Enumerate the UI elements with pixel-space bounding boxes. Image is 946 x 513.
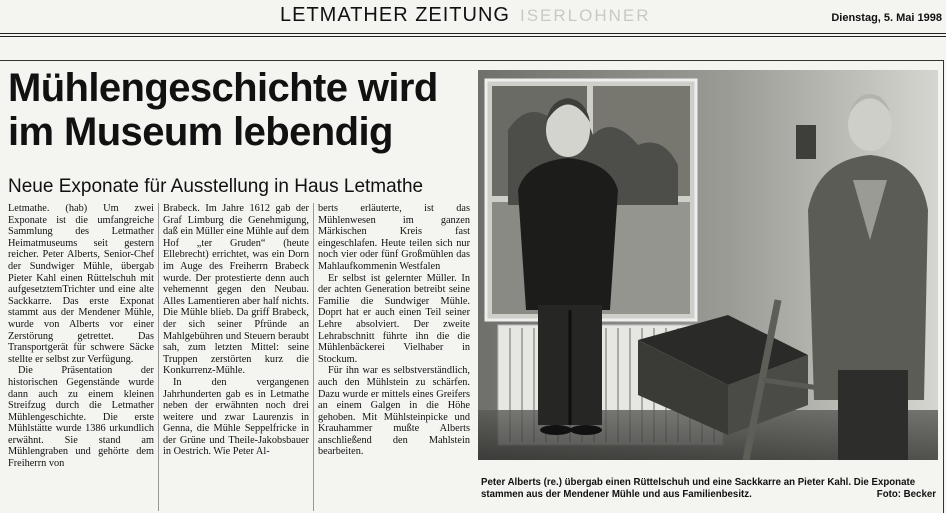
newspaper-name: LETMATHER ZEITUNG xyxy=(280,4,510,26)
paragraph: Die Präsentation der historischen Gegenstände wurde dann auch zu einem kleinen Streifzug durch die Letmather Mühlengeschichte. Die erste Mühlstätte wurde 1386 urkundlich erwähnt. Sie stand am Mühlengraben und gehörte dem Freiherrn von xyxy=(8,365,154,470)
issue-date: Dienstag, 5. Mai 1998 xyxy=(831,12,942,24)
paragraph: berts erläuterte, ist das Mühlenwesen im ganzen Märkischen Kreis fast eingeschlafen. Heute teilen sich nur noch vier oder fünf Großmühlen das Mahlaufkommenin Westfalen xyxy=(318,203,470,272)
masthead xyxy=(0,0,946,32)
caption-text: Peter Alberts (re.) übergab einen Rüttelschuh und eine Sackkarre an Pieter Kahl. Die Exponate stammen aus der Mendener Mühle und aus Familienbesitz. xyxy=(481,477,916,500)
paragraph: Brabeck. Im Jahre 1612 gab der Graf Limburg die Genehmigung, daß ein Müller eine Mühle auf dem Hof „ter Gruden“ (heute Ellebrecht) errichtet, was ein Dorn im Auge des Freiherrn Brabeck wurde. Der protestierte denn auch vehemennt gegen den Neubau. Alles Lamentieren aber half nichts. Die Mühle blieb. Da griff Brabeck, der sich seiner Pfründe an Mahlgebühren und Steuern beraubt sah, zum letzten Mittel: seine Truppen zerstörten kurz die Konkurrenz-Mühle. xyxy=(163,203,309,377)
article-photo xyxy=(478,70,938,460)
headline-line-1: Mühlengeschichte wird xyxy=(8,66,438,110)
paragraph: Für ihn war es selbstverständlich, auch den Mühlstein zu schärfen. Dazu wurde er mittels eines Greifers an einem Galgen in die Höhe gehoben. Mit Mühlsteinpicke und Krauhammer mußte Alberts anschließend den Mahlstein bearbeiten. xyxy=(318,365,470,458)
paragraph: Letmathe. (hab) Um zwei Exponate ist die umfangreiche Sammlung des Letmather Heimatmuseums seit gestern reicher. Peter Alberts, Senior-Chef der Sundwiger Mühle, übergab Pieter Kahl einen Rüttelschuh mit aufgesetztemTrichter und eine alte Sackkarre. Das erste Exponat stammt aus der Mendener Mühle, wurde von Alberts vor einer Zerstörung getrettet. Das Transportgerät für schwere Säcke stellte er selbst zur Verfügung. xyxy=(8,203,154,365)
paragraph: In den vergangenen Jahrhunderten gab es in Letmathe neben der erwähnten noch drei weitere und zwar Laurenzis in Genna, die Mühle Seppelfricke in der Grüne und Theile-Jakobsbauer in Oestrich. Wie Peter Al- xyxy=(163,376,309,458)
text-column-1 xyxy=(8,203,154,511)
photo-caption xyxy=(481,477,936,501)
bleed-through-text: ISERLOHNER xyxy=(520,6,651,25)
photo-credit: Foto: Becker xyxy=(876,489,936,500)
text-column-3 xyxy=(318,203,470,511)
masthead-rule xyxy=(0,33,946,34)
column-divider xyxy=(158,203,159,511)
paragraph: Er selbst ist gelernter Müller. In der achten Generation betreibt seine Familie die Sundwiger Mühle. Doprt hat er auch einen Teil seiner Lehre absolviert. Der zweite Lehrabschnitt führte ihn die die Mühlenbäckerei Vielhaber in Stockum. xyxy=(318,272,470,365)
headline xyxy=(8,66,478,154)
masthead-rule-thin xyxy=(0,36,946,37)
text-column-2 xyxy=(163,203,309,511)
headline-line-2: im Museum lebendig xyxy=(8,110,393,154)
column-divider xyxy=(313,203,314,511)
subheadline: Neue Exponate für Ausstellung in Haus Letmathe xyxy=(8,176,424,197)
photo-illustration xyxy=(478,70,938,460)
